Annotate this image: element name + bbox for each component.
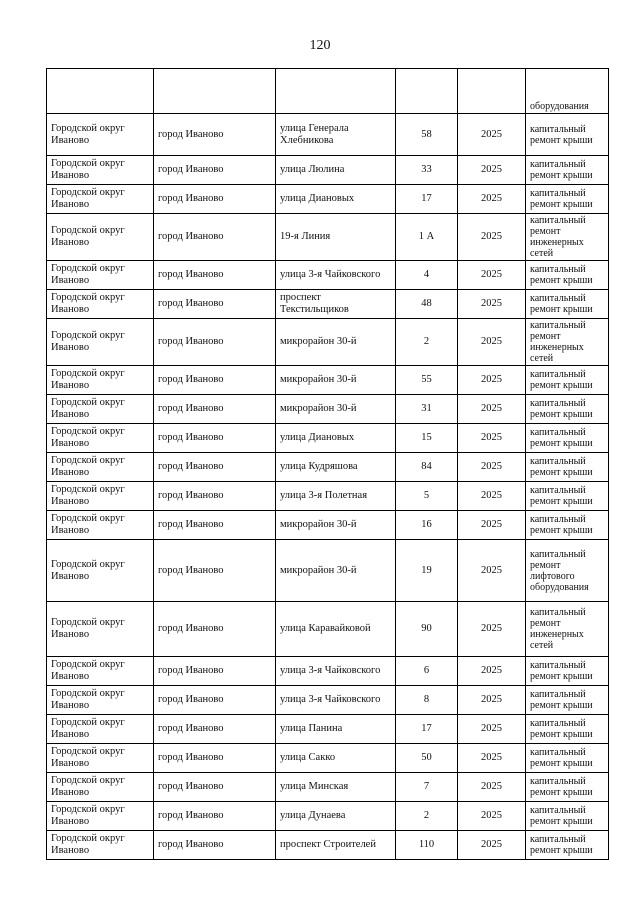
- page-number: 120: [309, 38, 331, 53]
- cell-district: Городской округ Иваново: [47, 319, 154, 366]
- cell-district: Городской округ Иваново: [47, 773, 154, 802]
- cell-year: 2025: [458, 185, 526, 214]
- cell-street: улица Дунаева: [276, 802, 396, 831]
- cell-house: 17: [396, 715, 458, 744]
- table-row: [47, 261, 609, 290]
- cell-district: Городской округ Иваново: [47, 511, 154, 540]
- cell-city: город Иваново: [154, 453, 276, 482]
- cell-street: улица Сакко: [276, 744, 396, 773]
- cell-street: улица Панина: [276, 715, 396, 744]
- cell-city: город Иваново: [154, 715, 276, 744]
- cell-year: 2025: [458, 395, 526, 424]
- cell-street: 19-я Линия: [276, 214, 396, 261]
- cell-year: 2025: [458, 802, 526, 831]
- cell-work: капитальный ремонт крыши: [526, 290, 609, 319]
- cell-house: 7: [396, 773, 458, 802]
- cell-city: город Иваново: [154, 395, 276, 424]
- cell-district: Городской округ Иваново: [47, 482, 154, 511]
- cell-city: город Иваново: [154, 114, 276, 156]
- cell-city: город Иваново: [154, 290, 276, 319]
- cell-house: 90: [396, 602, 458, 657]
- cell-work: капитальный ремонт крыши: [526, 366, 609, 395]
- cell-house: 33: [396, 156, 458, 185]
- cell-street: улица Генерала Хлебникова: [276, 114, 396, 156]
- cell-year: 2025: [458, 744, 526, 773]
- cell-district: Городской округ Иваново: [47, 657, 154, 686]
- cell-year: 2025: [458, 773, 526, 802]
- table-row: [47, 744, 609, 773]
- cell-work: капитальный ремонт крыши: [526, 773, 609, 802]
- cell-year: 2025: [458, 114, 526, 156]
- cell-street: микрорайон 30-й: [276, 540, 396, 602]
- cell-district: Городской округ Иваново: [47, 831, 154, 860]
- cell-work: капитальный ремонт лифтового оборудования: [526, 540, 609, 602]
- cell-house: 2: [396, 802, 458, 831]
- cell-street: улица Диановых: [276, 424, 396, 453]
- cell-district: Городской округ Иваново: [47, 185, 154, 214]
- repair-schedule-table: [46, 68, 609, 860]
- table-row: [47, 511, 609, 540]
- table-row: [47, 395, 609, 424]
- table-row: [47, 214, 609, 261]
- cell-street: улица Кудряшова: [276, 453, 396, 482]
- cell-house: 58: [396, 114, 458, 156]
- cell-year: 2025: [458, 540, 526, 602]
- table-row: [47, 831, 609, 860]
- cell-year: 2025: [458, 214, 526, 261]
- cell-year: 2025: [458, 424, 526, 453]
- cell-district: Городской округ Иваново: [47, 802, 154, 831]
- cell-street: улица 3-я Полетная: [276, 482, 396, 511]
- cell-house: 16: [396, 511, 458, 540]
- cell-city: город Иваново: [154, 261, 276, 290]
- cell-house: 55: [396, 366, 458, 395]
- cell-city: город Иваново: [154, 773, 276, 802]
- cell-work: капитальный ремонт крыши: [526, 657, 609, 686]
- cell-work: капитальный ремонт крыши: [526, 185, 609, 214]
- cell-city: город Иваново: [154, 424, 276, 453]
- cell-district: Городской округ Иваново: [47, 290, 154, 319]
- cell-work: капитальный ремонт крыши: [526, 261, 609, 290]
- cell-street: улица 3-я Чайковского: [276, 261, 396, 290]
- cell-work: капитальный ремонт крыши: [526, 156, 609, 185]
- cell-street: микрорайон 30-й: [276, 319, 396, 366]
- cell-year: 2025: [458, 261, 526, 290]
- cell-work: капитальный ремонт крыши: [526, 424, 609, 453]
- cell-district: Городской округ Иваново: [47, 540, 154, 602]
- cell-city: город Иваново: [154, 319, 276, 366]
- cell-year: 2025: [458, 831, 526, 860]
- cell-work: капитальный ремонт крыши: [526, 831, 609, 860]
- cell-street: микрорайон 30-й: [276, 366, 396, 395]
- cell-house: 31: [396, 395, 458, 424]
- table-row: [47, 686, 609, 715]
- table-row: [47, 773, 609, 802]
- cell-house: 5: [396, 482, 458, 511]
- cell-work: капитальный ремонт инженерных сетей: [526, 214, 609, 261]
- cell-district: Городской округ Иваново: [47, 686, 154, 715]
- cell-city: город Иваново: [154, 602, 276, 657]
- cell-year: 2025: [458, 453, 526, 482]
- cell-city: город Иваново: [154, 831, 276, 860]
- cell-district: Городской округ Иваново: [47, 715, 154, 744]
- table-row-continued: [47, 69, 609, 114]
- table-row: [47, 540, 609, 602]
- cell-district: Городской округ Иваново: [47, 261, 154, 290]
- cell-district: Городской округ Иваново: [47, 366, 154, 395]
- cell-work: оборудования: [526, 69, 609, 114]
- cell-city: город Иваново: [154, 686, 276, 715]
- cell-city: город Иваново: [154, 657, 276, 686]
- cell-work: капитальный ремонт инженерных сетей: [526, 319, 609, 366]
- cell-city: город Иваново: [154, 802, 276, 831]
- table-row: [47, 602, 609, 657]
- table-row: [47, 657, 609, 686]
- cell-work: капитальный ремонт крыши: [526, 715, 609, 744]
- cell-street: улица Каравайковой: [276, 602, 396, 657]
- cell-district: [47, 69, 154, 114]
- cell-house: 48: [396, 290, 458, 319]
- cell-year: 2025: [458, 715, 526, 744]
- table-row: [47, 424, 609, 453]
- table-row: [47, 290, 609, 319]
- cell-city: город Иваново: [154, 540, 276, 602]
- table-row: [47, 802, 609, 831]
- cell-district: Городской округ Иваново: [47, 395, 154, 424]
- cell-street: улица Люлина: [276, 156, 396, 185]
- table-row: [47, 482, 609, 511]
- cell-street: улица 3-я Чайковского: [276, 686, 396, 715]
- cell-house: 15: [396, 424, 458, 453]
- cell-street: улица Минская: [276, 773, 396, 802]
- cell-district: Городской округ Иваново: [47, 602, 154, 657]
- cell-year: 2025: [458, 319, 526, 366]
- cell-house: [396, 69, 458, 114]
- table-row: [47, 319, 609, 366]
- cell-work: капитальный ремонт крыши: [526, 482, 609, 511]
- cell-city: город Иваново: [154, 744, 276, 773]
- cell-house: 84: [396, 453, 458, 482]
- table-row: [47, 185, 609, 214]
- cell-year: 2025: [458, 602, 526, 657]
- table-body: [47, 69, 609, 860]
- cell-work: капитальный ремонт крыши: [526, 744, 609, 773]
- cell-house: 50: [396, 744, 458, 773]
- cell-city: город Иваново: [154, 214, 276, 261]
- cell-street: улица Диановых: [276, 185, 396, 214]
- cell-house: 17: [396, 185, 458, 214]
- cell-year: 2025: [458, 366, 526, 395]
- cell-work: капитальный ремонт крыши: [526, 802, 609, 831]
- table-row: [47, 156, 609, 185]
- cell-house: 110: [396, 831, 458, 860]
- table-row: [47, 453, 609, 482]
- cell-year: 2025: [458, 511, 526, 540]
- cell-year: [458, 69, 526, 114]
- cell-city: [154, 69, 276, 114]
- cell-city: город Иваново: [154, 156, 276, 185]
- cell-house: 8: [396, 686, 458, 715]
- cell-street: проспект Строителей: [276, 831, 396, 860]
- cell-house: 4: [396, 261, 458, 290]
- cell-work: капитальный ремонт крыши: [526, 395, 609, 424]
- cell-year: 2025: [458, 657, 526, 686]
- cell-work: капитальный ремонт инженерных сетей: [526, 602, 609, 657]
- cell-district: Городской округ Иваново: [47, 424, 154, 453]
- cell-street: микрорайон 30-й: [276, 395, 396, 424]
- table-row: [47, 114, 609, 156]
- cell-city: город Иваново: [154, 482, 276, 511]
- cell-house: 6: [396, 657, 458, 686]
- cell-city: город Иваново: [154, 511, 276, 540]
- cell-year: 2025: [458, 290, 526, 319]
- cell-house: 19: [396, 540, 458, 602]
- cell-work: капитальный ремонт крыши: [526, 686, 609, 715]
- cell-house: 2: [396, 319, 458, 366]
- cell-district: Городской округ Иваново: [47, 214, 154, 261]
- cell-year: 2025: [458, 482, 526, 511]
- cell-district: Городской округ Иваново: [47, 156, 154, 185]
- cell-district: Городской округ Иваново: [47, 453, 154, 482]
- cell-year: 2025: [458, 156, 526, 185]
- cell-district: Городской округ Иваново: [47, 744, 154, 773]
- cell-city: город Иваново: [154, 366, 276, 395]
- cell-city: город Иваново: [154, 185, 276, 214]
- cell-street: улица 3-я Чайковского: [276, 657, 396, 686]
- cell-street: микрорайон 30-й: [276, 511, 396, 540]
- table-row: [47, 715, 609, 744]
- cell-house: 1 А: [396, 214, 458, 261]
- cell-work: капитальный ремонт крыши: [526, 511, 609, 540]
- cell-year: 2025: [458, 686, 526, 715]
- cell-district: Городской округ Иваново: [47, 114, 154, 156]
- cell-work: капитальный ремонт крыши: [526, 453, 609, 482]
- cell-street: проспект Текстильщиков: [276, 290, 396, 319]
- cell-work: капитальный ремонт крыши: [526, 114, 609, 156]
- table-row: [47, 366, 609, 395]
- cell-street: [276, 69, 396, 114]
